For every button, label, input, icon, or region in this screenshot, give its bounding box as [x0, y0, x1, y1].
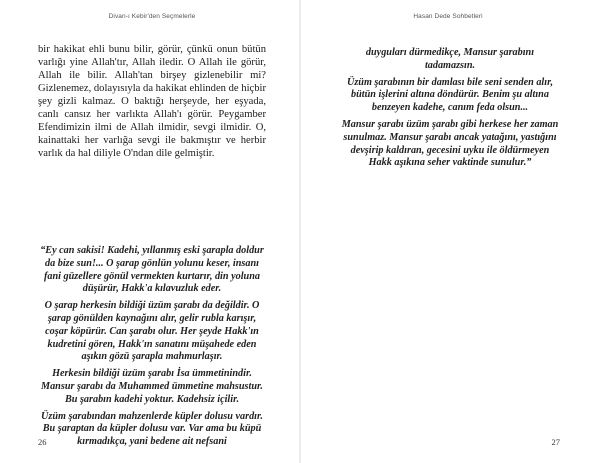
prose-paragraph: bir hakikat ehli bunu bilir, görür, çünkü onun bütün varlığı yine Allah'tır, Allah iledir. O Allah ile görür, Allah ile bilir. Allah'tan birşey gizlenebilir mi? Gizlenemez, dolayısıyla da hakikat ehlinden de hiçbir şey gizli kalmaz. O baktığı herşeyde, her eşyada, canlı cansız her varlıkta Allah'ı görür. Peygamber Efendimizin ilmi de Allah ilmidir, sevgi ilmidir. O, kainattaki her varlığa sevgi ile bakmıştır ve herbir varlık da hal diliyle O'ndan dile gelmiştir.: [38, 44, 266, 159]
body-prose: [38, 43, 266, 160]
verse-stanza: O şarap herkesin bildiği üzüm şarabı da değildir. O şarap gönülden kaynağını alır, gelir rubla karışır, coşar köpürür. Can şarabı olur. Her şeyde Hakk'ın kudretini gören, Hakk'ın sanatını müşahede eden aşıkın gözü şarapla mahmurlaşır.: [44, 300, 260, 363]
verse-stanza: Üzüm şarabından mahzenlerde küpler dolusu vardır. Bu şaraptan da küpler dolusu var. Var ama bu küpü kırmadıkça, yani bedene ait nefsani: [41, 410, 263, 448]
page-number-left: 26: [38, 437, 47, 447]
verse-stanza: Üzüm şarabının bir damlası bile seni senden alır, bütün işlerini altına döndürür. Benim şu altına benzeyen kadehe, canım feda olsun...: [346, 76, 554, 114]
verse-stanza: “Ey can sakisi! Kadehi, yıllanmış eski şarapla doldur da bize sun!... O şarap gönlün yolunu keser, insanı fani güzellere gönül vermekten kurtarır, din yoluna düşürür, Hakk'a kılavuzluk eder.: [40, 245, 264, 295]
running-head-right: Hasan Dede Sohbetleri: [413, 13, 483, 20]
verse-block-right: [340, 47, 560, 174]
verse-stanza: Herkesin bildiği üzüm şarabı İsa ümmetinindir. Mansur şarabı da Muhammed ümmetine mahsustur. Bu şarabın kadehi yoktur. Kadehsiz içilir.: [41, 368, 263, 405]
right-page: [300, 0, 600, 463]
verse-stanza: duyguları dürmedikçe, Mansur şarabını tadamazsın.: [365, 47, 535, 71]
running-head-left: Divan-ı Kebir'den Seçmelerle: [108, 13, 196, 20]
verse-stanza: Mansur şarabı üzüm şarabı gibi herkese her zaman sunulmaz. Mansur şarabı ancak yatağını, yastığını devşirip kaldıran, gecesini uyku ile öldürmeyen Hakk aşıkına seher vaktinde sunulur.”: [341, 118, 559, 169]
page-number-right: 27: [551, 437, 560, 447]
verse-block-left: [36, 245, 268, 453]
